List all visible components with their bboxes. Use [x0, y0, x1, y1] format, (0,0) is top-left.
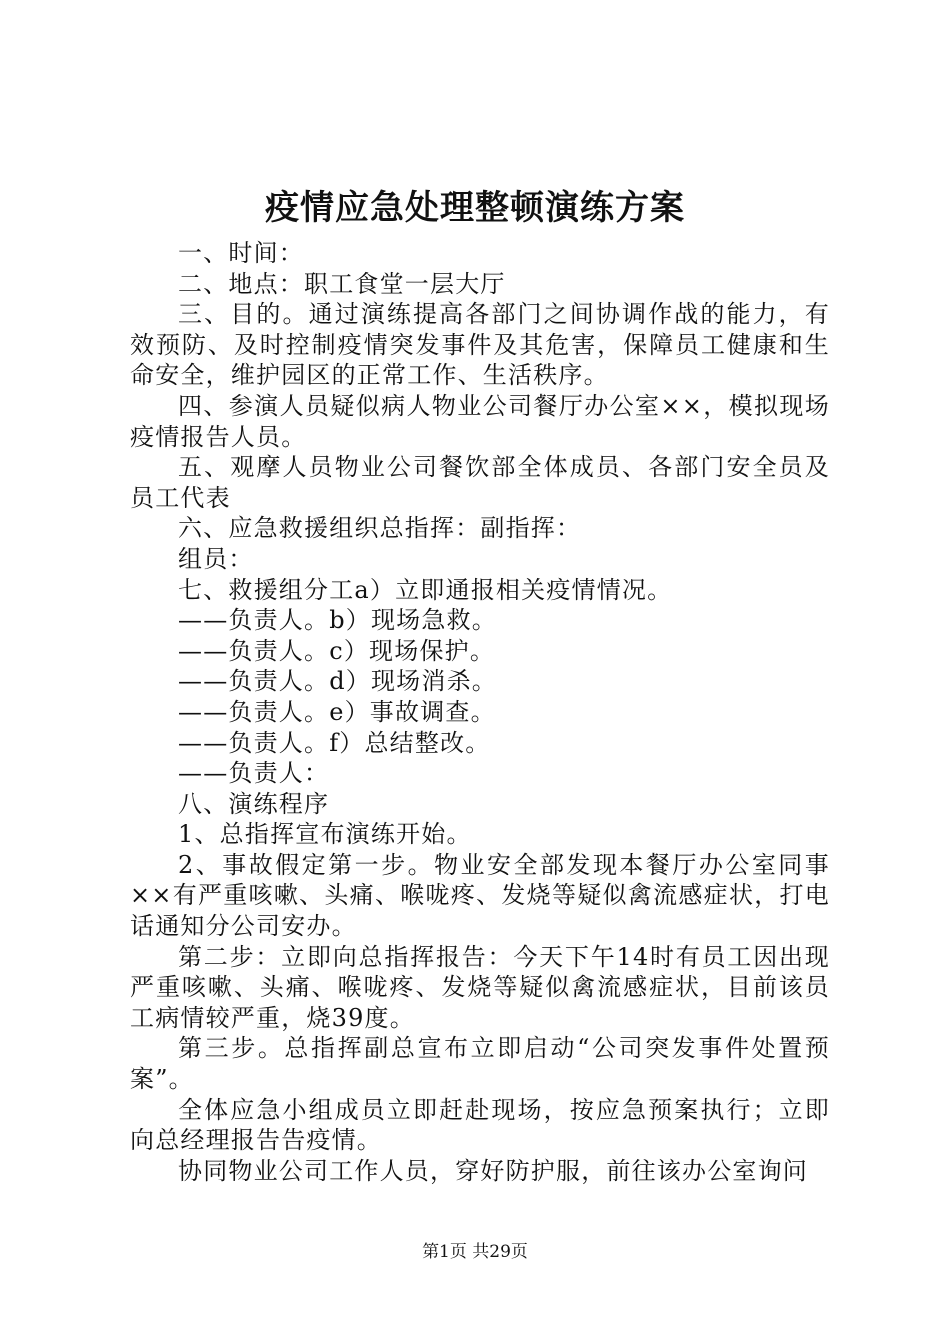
paragraph: 八、演练程序	[178, 789, 330, 818]
paragraph: ——负责人：	[178, 759, 330, 788]
paragraph: ——负责人。e）事故调查。	[178, 697, 496, 726]
page-footer: 第1页 共29页	[422, 1242, 528, 1262]
paragraph: 一、时间：	[178, 239, 304, 267]
paragraph: 1、总指挥宣布演练开始。	[178, 820, 472, 849]
paragraph: 全体应急小组成员立即赶赴现场，按应急预案执行；立即向总经理报告告疫情。	[130, 1095, 830, 1155]
paragraph: 二、地点：职工食堂一层大厅	[178, 269, 506, 298]
document-title: 疫情应急处理整顿演练方案	[265, 188, 685, 228]
paragraph: 2、事故假定第一步。物业安全部发现本餐厅办公室同事××有严重咳嗽、头痛、喉咙疼、发烧等疑似禽流感症状，打电话通知分公司安办。	[130, 850, 830, 941]
paragraph: 组员：	[178, 544, 254, 573]
paragraph: ——负责人。d）现场消杀。	[178, 667, 497, 696]
paragraph: 七、救援组分工a）立即通报相关疫情情况。	[178, 575, 673, 604]
paragraph: 第三步。总指挥副总宣布立即启动“公司突发事件处置预案”。	[130, 1034, 830, 1094]
paragraph: ——负责人。c）现场保护。	[178, 636, 496, 665]
paragraph: 六、应急救援组织总指挥：副指挥：	[178, 514, 582, 543]
paragraph: 三、目的。通过演练提高各部门之间协调作战的能力，有效预防、及时控制疫情突发事件及其危害，保障员工健康和生命安全，维护园区的正常工作、生活秩序。	[130, 300, 830, 390]
paragraph: 第二步：立即向总指挥报告：今天下午14时有员工因出现严重咳嗽、头痛、喉咙疼、发烧等疑似禽流感症状，目前该员工病情较严重，烧39度。	[130, 942, 830, 1032]
paragraph: ——负责人。f）总结整改。	[178, 728, 491, 757]
paragraph: 协同物业公司工作人员，穿好防护服，前往该办公室询问	[178, 1156, 808, 1185]
paragraph: ——负责人。b）现场急救。	[178, 606, 497, 635]
document-body	[130, 238, 830, 1186]
paragraph: 五、观摩人员物业公司餐饮部全体成员、各部门安全员及员工代表	[130, 453, 830, 512]
paragraph: 四、参演人员疑似病人物业公司餐厅办公室××，模拟现场疫情报告人员。	[130, 391, 830, 451]
